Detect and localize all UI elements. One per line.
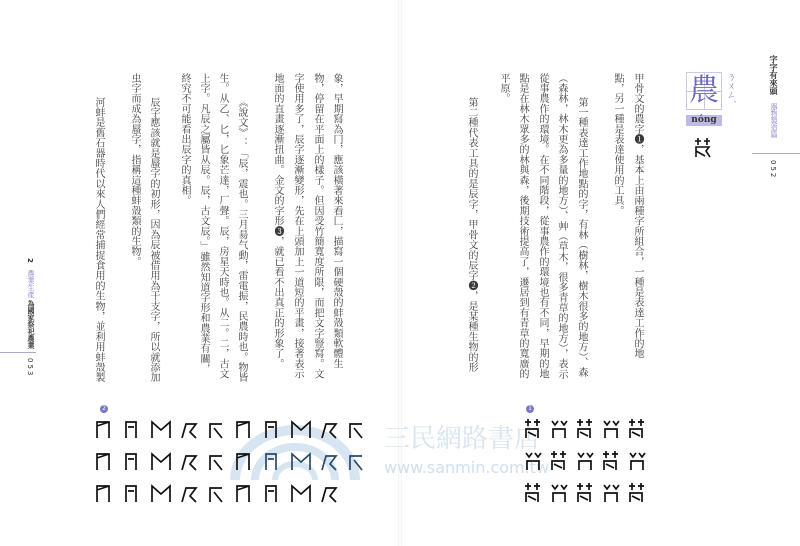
chen-glyph-icon: [150, 482, 172, 504]
nong-glyph-icon: [600, 418, 622, 440]
text-column: 字使用多了，辰字逐漸變形，先在上頭加上一道短的平畫，接著表示: [292, 73, 303, 379]
chen-glyph-icon: [122, 482, 144, 504]
text-column: 從事農作的環境。在不同階段，從事農作的環境也有不同，早期的地: [537, 73, 548, 379]
oracle-bone-glyph-icon: [692, 137, 714, 159]
chen-glyph-icon: [94, 450, 116, 472]
chen-glyph-icon: [262, 482, 284, 504]
text-column: 甲骨文的農字❶，基本上由兩種字所組合，一種是表達工作的地: [632, 73, 643, 359]
entry-character: 農: [686, 72, 722, 110]
nong-glyph-icon: [626, 418, 648, 440]
chen-glyph-icon: [234, 450, 256, 472]
text-column: 終究不可能看出辰字的真相。: [179, 73, 190, 206]
nong-glyph-icon: [574, 418, 596, 440]
chen-glyph-icon: [122, 450, 144, 472]
text-column: 生。从乙、匕，匕象芒達，厂聲。辰，房星天時也。从二。二，古文: [217, 73, 228, 379]
text-column: 《說文》：「辰，震也。三月昜气動，雷電振，民農時也。物皆: [236, 97, 247, 383]
text-column: （森林，林木更為多量的地方）、艸（草木，很多青草的地方），表示: [556, 73, 567, 380]
nong-glyph-icon: [522, 418, 544, 440]
chen-glyph-icon: [234, 482, 256, 504]
chen-glyph-icon: [178, 482, 200, 504]
nong-glyph-icon: [574, 482, 596, 504]
nong-glyph-icon: [548, 418, 570, 440]
text-column: 點是在林木眾多的林與森，後期技術提高了，遷居到有青草的寬廣的: [517, 73, 528, 379]
chen-glyph-icon: [318, 418, 340, 440]
chen-glyph-icon: [94, 482, 116, 504]
chen-glyph-icon: [290, 450, 312, 472]
nong-glyph-icon: [600, 482, 622, 504]
chapter-number: 2: [26, 258, 34, 263]
chen-glyph-icon: [150, 450, 172, 472]
text-column: 河蚌是舊石器時代以來人們經常捕捉食用的生物，並利用蚌殼製: [93, 97, 104, 383]
chen-glyph-grid: [94, 418, 374, 504]
text-column: 虫字而成為蜃字，指稱這種蚌殼類的生物。: [129, 73, 140, 267]
chen-glyph-icon: [262, 418, 284, 440]
entry-bopomofo: ㄋㄨㄥˊ: [725, 72, 735, 104]
text-column: 上字。凡辰之屬皆从辰。辰，古文辰。」雖然知道字形和農業有關，: [198, 73, 209, 374]
chen-glyph-icon: [206, 450, 228, 472]
nong-glyph-icon: [600, 450, 622, 472]
chapter-title: 農業生產: [27, 270, 35, 298]
watermark-name: 三民網路書店: [384, 424, 541, 454]
chen-glyph-icon: [206, 482, 228, 504]
chen-glyph-icon: [346, 450, 368, 472]
chen-glyph-icon: [150, 418, 172, 440]
watermark-url: www.sanmin.com.tw: [384, 458, 550, 477]
nong-glyph-icon: [548, 450, 570, 472]
nong-glyph-grid: [522, 418, 652, 504]
chen-glyph-icon: [290, 418, 312, 440]
text-column: 平原。: [498, 73, 509, 104]
nong-glyph-icon: [574, 450, 596, 472]
text-column: 辰字應該就是蜃字的初形，因為辰被借用為干支字，所以就添加: [148, 97, 159, 383]
chen-glyph-icon: [234, 418, 256, 440]
nong-glyph-icon: [626, 482, 648, 504]
chen-glyph-icon: [94, 418, 116, 440]
chen-glyph-icon: [206, 418, 228, 440]
text-column: 物，停留在平面上的樣子。但因受竹簡寬度所限，而把文字豎寫。文: [312, 73, 323, 379]
chapter-subtitle: 為國家祭祀農業: [27, 300, 35, 349]
page-number-right: 052: [769, 160, 777, 180]
chen-glyph-icon: [318, 482, 340, 504]
nong-glyph-icon: [522, 450, 544, 472]
series-title: 字字有來頭: [769, 55, 778, 95]
nong-glyph-icon: [548, 482, 570, 504]
chen-glyph-icon: [178, 450, 200, 472]
text-column: 第一種表達工作地點的字，有林（樹林，樹木很多的地方）、森: [576, 97, 587, 378]
chen-glyph-icon: [290, 482, 312, 504]
chen-glyph-icon: [318, 450, 340, 472]
chen-glyph-icon: [122, 418, 144, 440]
text-column: 地面的直畫逐漸扭曲。金文的字形❸，就已看不出真正的形象了。: [272, 73, 283, 369]
footer-rule: [0, 352, 36, 353]
entry-pinyin: nóng: [686, 115, 722, 126]
header-rule: [752, 153, 800, 154]
text-column: 第二種代表工具的是辰字，甲骨文的辰字❷，是某種生物的形: [466, 97, 477, 373]
chen-glyph-icon: [346, 418, 368, 440]
section-title: 器物製造篇: [770, 103, 778, 138]
chen-glyph-icon: [262, 450, 284, 472]
text-column: 象，早期寫為冂，應該橫著來看匚，描寫一個硬殼的蚌殼類軟體生: [331, 73, 342, 369]
figure-1-badge: 1: [526, 405, 534, 413]
figure-2-badge: 2: [100, 405, 108, 413]
text-column: 點，另一種是表達使用的工具。: [612, 73, 623, 216]
page-number-left: 053: [26, 358, 34, 378]
nong-glyph-icon: [522, 482, 544, 504]
chen-glyph-icon: [178, 418, 200, 440]
nong-glyph-icon: [626, 450, 648, 472]
